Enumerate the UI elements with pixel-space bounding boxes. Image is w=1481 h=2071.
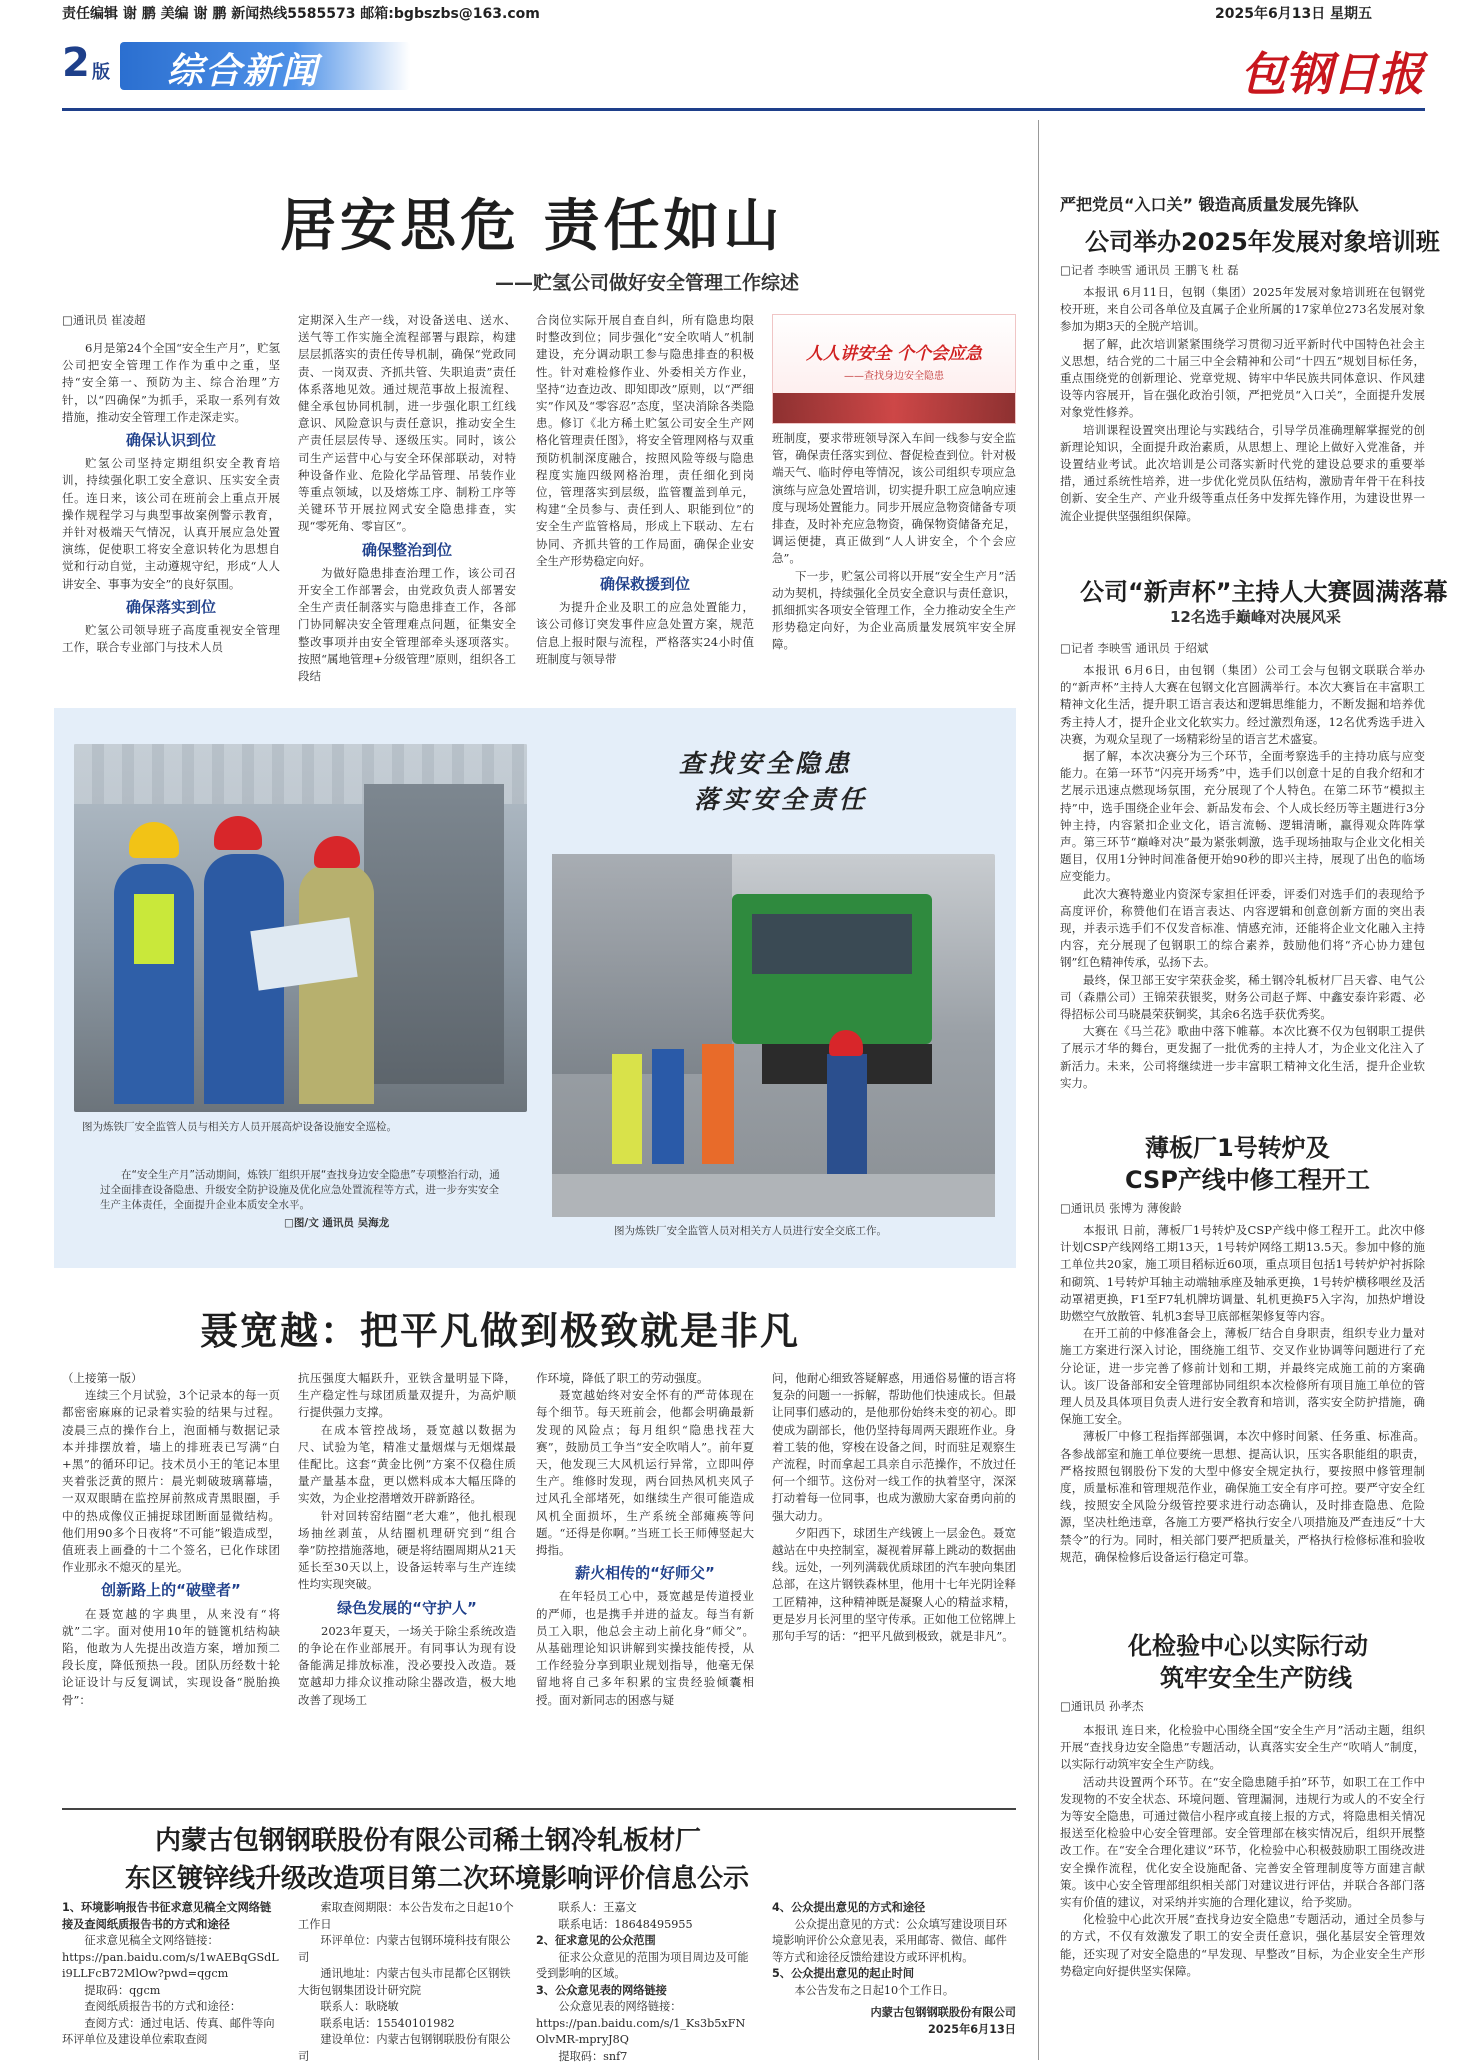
a4-title-1: 化检验中心以实际行动: [1128, 1632, 1368, 1660]
a2-subtitle: 12名选手巅峰对决展风采: [1170, 608, 1341, 626]
issue-date: 2025年6月13日 星期五: [1215, 6, 1373, 22]
photo-right: [552, 854, 995, 1217]
column-divider: [1038, 120, 1039, 2060]
photo-left: [74, 744, 527, 1112]
sub-heading: 确保落实到位: [125, 597, 216, 616]
a3-body: 本报讯 日前，薄板厂1号转炉及CSP产线中修工程开工。此次中修计划CSP产线网络工期13天，1号转炉网络工期13.5天。参加中修的施工单位共20家，施工项目稻标近60项，重点项目包括1号转炉炉衬拆除和砌筑、1号转炉耳轴主动端轴承座及轴承更换，1号转炉横移喂丝及活动罩裙更换，F1至F7轧机牌坊调量、轧机更换F5入字沟，加热炉增设助燃空气放散管、轧机3套导卫底部框架修复等内容。 在开工前的中修准备会上，薄板厂结合自身职责，组织专业力量对施工方案进行深入讨论，围绕施工组节、交叉作业协调等问题进行了充分论证，进一步完善了修前计划和工期，并最终完成施工前的方案确认。该厂设备部和安全管理部协同组织本次检修所有项目施工单位的管理人员及具体项目负责人进行安全教育和培训，落实安全防护措施，确保施工安全。 薄板厂中修工程指挥部强调，本次中修时间紧、任务重、标准高。各参战部室和施工单位要统一思想、提高认识，压实各职能组的职责，严格按照包钢股份下发的大型中修安全规定执行，要按照中修管理制度，质量标准和管理规范作业，确保施工安全有序可控。要严守安全红线，按照安全风险分级管控要求进行动态确认，及时排查隐患、危险源，坚决杜绝违章，各施工方要严格执行安全八项措施及严查违反“十大禁令”的行为。同时，相关部门要严把质量关，严格执行检修标准和验收规范，确保检修后设备运行稳定可靠。: [1060, 1223, 1425, 1564]
lead-byline: □通讯员 崔凌超: [62, 313, 146, 327]
sub-heading: 确保救援到位: [599, 575, 690, 594]
caption-right: 图为炼铁厂安全监管人员对相关方人员进行安全交底工作。: [614, 1225, 887, 1237]
nie-col-2: 抗压强度大幅跃升，亚铁含量明显下降，生产稳定性与球团质量双提升，为高炉顺行提供强力支撑。 在成本管控战场，聂宽越以数据为尺、试验为笔，精准丈量烟煤与无烟煤最佳配比。这套“黄金比例”方案不仅稳住质量产量基本盘，更以燃料成本大幅压降的实效，为企业挖潜增效开辟新路径。 针对回转窑结圈“老大难”，他扎根现场抽丝剥茧，从结圈机理研究到“组合拳”防控措施落地，硬是将结圈周期从21天延长至30天以上，设备运转率与生产连续性均实现突破。 绿色发展的“守护人” 2023年夏天，一场关于除尘系统改造的争论在作业部展开。有同事认为现有设备能满足排放标准，没必要投入改造。聂宽越却力排众议推动除尘器改造，极大地改善了现场工: [298, 1371, 516, 1707]
notice-col-4: 4、公众提出意见的方式和途径 公众提出意见的方式：公众填写建设项目环境影响评价公众意见表，采用邮寄、微信、邮件等方式和途径反馈给建设方或环评机构。 5、公众提出意见的起止时间 本公告发布之日起10个工作日。 内蒙古包钢钢联股份有限公司 2025年6月13日: [772, 1900, 1016, 2070]
a2-title: 公司“新声杯”主持人大赛圆满落幕: [1080, 578, 1448, 606]
a4-title-2: 筑牢安全生产防线: [1160, 1664, 1352, 1692]
banner-stripe: [773, 393, 1015, 423]
helmet-icon: [314, 836, 360, 868]
banner-slogan: 人人讲安全 个个会应急: [806, 344, 982, 364]
header-rule: [62, 108, 1425, 111]
notice-rule: [62, 1808, 1016, 1810]
notice-col-3: 联系人：王嘉文 联系电话：18648495955 2、征求意见的公众范围 征求公众意见的范围为项目周边及可能受到影响的区域。 3、公众意见表的网络链接 公众意见表的网络链接： https://pan.baidu.com/s/1_Ks3b5xFNOlvMR-mpryJ8Q 提取码：snf7: [536, 1900, 754, 2070]
notice-title-1: 内蒙古包钢钢联股份有限公司稀土钢冷轧板材厂: [155, 1826, 702, 1856]
a1-title: 公司举办2025年发展对象培训班: [1085, 228, 1440, 256]
a4-byline: □通讯员 孙孝杰: [1060, 1699, 1144, 1713]
notice-title-2: 东区镀锌线升级改造项目第二次环境影响评价信息公示: [125, 1864, 750, 1894]
nie-col-3: 作环境，降低了职工的劳动强度。 聂宽越始终对安全怀有的严苛体现在每个细节。每天班前会，他都会明确最新发现的风险点；每月组织“隐患找茬大赛”，鼓励员工争当“安全吹哨人”。前年夏天，他发现三大风机运行异常，立即叫停生产。维修时发现，两台回热风机夹风子过风孔全部堵死，如继续生产很可能造成风机全面损坏，生产系统全部瘫痪等问题。“还得是你啊。”当班工长王师傅竖起大拇指。 薪火相传的“好师父” 在年轻员工心中，聂宽越是传道授业的严师，也是携手并进的益友。每当有新员工入职，他总会主动上前化身“师父”。从基础理论知识讲解到实操技能传授，从工作经验分享到职业规划指导，他毫无保留地将自己多年积累的宝贵经验倾囊相授。面对新同志的困惑与疑: [536, 1371, 754, 1707]
a1-byline: □记者 李映雪 通讯员 王鹏飞 杜 磊: [1060, 263, 1239, 277]
masthead-logo: 包钢日报: [1240, 47, 1424, 101]
a4-body: 本报讯 连日来，化检验中心围绕全国“安全生产月”活动主题，组织开展“查找身边安全隐患”专题活动，认真落实安全生产“吹哨人”制度，以实际行动筑牢安全生产防线。 活动共设置两个环节。在“安全隐患随手拍”环节，如职工在工作中发现物的不安全状态、环境问题、管理漏洞，违规行为或人的不安全行为等安全隐患，可通过微信小程序或直接上报的方式，将隐患相关情况报送至化检验中心安全管理部。安全管理部在核实情况后，组织开展整改工作。在“安全合理化建议”环节，化检验中心积极鼓励职工围绕改进安全操作流程，优化安全设施配备、完善安全管理制度等方面建言献策。该中心安全管理部组织相关部门对建议进行评估，并联合各部门落实有价值的建议，对采纳并实施的合理化建议，给予奖励。 化检验中心此次开展“查找身边安全隐患”专题活动，通过全员参与的方式，不仅有效激发了职工的安全责任意识，强化基层安全管理效能，还实现了对安全隐患的“早发现、早整改”目标，为企业安全生产形势稳定向好提供坚实保障。: [1060, 1723, 1425, 1978]
page-number: 2: [62, 40, 90, 86]
nie-col-4: 问，他耐心细致答疑解惑，用通俗易懂的语言将复杂的问题一一拆解，帮助他们快速成长。但最让同事们感动的，是他那份始终未变的初心。即使成为副部长，他仍坚持每周两天跟班作业。身着工装的他，穿梭在设备之间，时而驻足观察生产流程，时而拿起工具亲自示范操作，不放过任何一个细节。这份对一线工作的执着坚守，深深打动着每一位同事，也成为激励大家奋勇向前的强大动力。 夕阳西下，球团生产线镀上一层金色。聂宽越站在中央控制室，凝视着屏幕上跳动的数据曲线。远处，一列列满载优质球团的汽车驶向集团总部，在这片钢铁森林里，他用十七年光阴诠释工匠精神，这种精神既是凝聚人心的精益求精，更是岁月长河里的坚守传承。正如他工位铭牌上那句手写的话：“把平凡做到极致，就是非凡”。: [772, 1371, 1016, 1644]
lead-col-3: 合岗位实际开展自查自纠，所有隐患均限时整改到位；同步强化“安全吹哨人”机制建设，充分调动职工参与隐患排查的积极性。针对难检修作业、外委相关方作业，坚持“边查边改、即知即改”原则，以“严细实”作风及“零容忍”态度，坚决消除各类隐患。修订《北方稀土贮氢公司安全生产网格化管理责任图》，将安全管理网格与双重预防机制深度融合，按照风险等级与隐患程度实施四级网格治理，责任细化到岗位，管理落实到层级，监管覆盖到单元，构建“全员参与、责任到人、职能到位”的安全生产监管格局，形成上下联动、左右协同、齐抓共管的工作局面，确保企业安全生产形势稳定向好。 确保救援到位 为提升企业及职工的应急处置能力，该公司修订突发事件应急处置方案，规范信息上报时限与流程，严格落实24小时值班制度与领导带: [536, 313, 754, 666]
lead-col-1: 6月是第24个全国“安全生产月”，贮氢公司把安全管理工作作为重中之重，坚持“安全第一、预防为主、综合治理”方针，以“四确保”为抓手，采取一系列有效措施，推动安全管理工作走深走实。 确保认识到位 贮氢公司坚持定期组织安全教育培训，持续强化职工安全意识、压实安全责任。连日来，该公司在班前会上重点开展操作规程学习与典型事故案例警示教育，并针对极端天气情况，认真开展应急处置演练，促使职工将安全意识转化为思想自觉和行动自觉，主动遵规守纪，形成“人人讲安全、事事为安全”的良好氛围。 确保落实到位 贮氢公司领导班子高度重视安全管理工作，联合专业部门与技术人员: [62, 341, 280, 655]
photo-section: [54, 708, 1016, 1268]
safety-banner: [772, 314, 1016, 424]
sub-heading: 绿色发展的“守护人”: [337, 1598, 477, 1617]
a1-body: 本报讯 6月11日，包钢（集团）2025年发展对象培训班在包钢党校开班，来自公司各单位及直属子企业所属的17家单位273名发展对象参加为期3天的全脱产培训。 据了解，此次培训紧紧围绕学习贯彻习近平新时代中国特色社会主义思想，结合党的二十届三中全会精神和公司“十四五”规划目标任务，重点围绕党的创新理论、党章党规、铸牢中华民族共同体意识、作风建设等内容展开，旨在强化政治引领，严把党员“入口关”，全面提升发展对象党性修养。 培训课程设置突出理论与实践结合，引导学员准确理解掌握党的创新理论知识，全面提升政治素质，从思想上、理论上做好入党准备，并设置结业考试。此次培训是公司落实新时代党的建设总要求的重要举措，通过系统性培养，进一步优化党员队伍结构，激励青年骨干在科技创新、安全生产、产业升级等重点任务中发挥先锋作用，为建设世界一流企业提供坚强组织保障。: [1060, 285, 1425, 523]
helmet-icon: [129, 822, 179, 858]
notice-link[interactable]: https://pan.baidu.com/s/1wAEBqGSdLi9LLFcB72MlOw?pwd=qgcm: [62, 1950, 279, 1980]
slogan-line-2: 落实安全责任: [694, 785, 869, 814]
photo-story: 在“安全生产月”活动期间，炼铁厂组织开展“查找身边安全隐患”专项整治行动，通过全面排查设备隐患、升级安全防护设施及优化应急处置流程等方式，进一步夯实安全生产主体责任，全面提升企业本质安全水平。: [100, 1169, 500, 1211]
a2-body: 本报讯 6月6日，由包钢（集团）公司工会与包钢文联联合举办的“新声杯”主持人大赛在包钢文化宫圆满举行。本次大赛旨在丰富职工精神文化生活，提升职工语言表达和逻辑思维能力，不断发掘和培养优秀主持人才，提升企业文化软实力。经过激烈角逐，12名优秀选手进入决赛，为观众呈现了一场精彩纷呈的语言艺术盛宴。 据了解，本次决赛分为三个环节，全面考察选手的主持功底与应变能力。在第一环节“闪亮开场秀”中，选手们以创意十足的自我介绍和才艺展示迅速点燃现场氛围，充分展现了个人特色。在第二环节“模拟主持”中，选手围绕企业年会、新品发布会、个人成长经历等主题进行3分钟主持，内容紧扣企业文化，语言流畅、逻辑清晰，赢得观众阵阵掌声。第三环节“巅峰对决”最为紧张刺激，选手现场抽取与企业文化相关题目，仅用1分钟时间准备便开始90秒的即兴主持，展现了出色的临场应变能力。 此次大赛特邀业内资深专家担任评委，评委们对选手们的表现给予高度评价，称赞他们在语言表达、内容逻辑和创意创新方面的突出表现，并表示选手们不仅发音标准、情感充沛，还能将企业文化融入主持内容，充分展现了包钢职工的综合素养，鼓励他们将“齐心协力建包钢”红色精神传承，弘扬下去。 最终，保卫部王安宇荣获金奖，稀土钢冷轧板材厂吕天睿、电气公司（森鼎公司）王锦荣获银奖，财务公司赵子辉、中鑫安泰许彩霞、必得招标公司马晓晨荣获铜奖，其余6名选手获优秀奖。 大赛在《马兰花》歌曲中落下帷幕。本次比赛不仅为包钢职工提供了展示才华的舞台，更发掘了一批优秀的主持人才，为企业文化注入了新活力。未来，公司将继续进一步丰富职工精神文化生活，提升企业软实力。: [1060, 663, 1425, 1090]
sub-heading: 薪火相传的“好师父”: [575, 1564, 715, 1583]
nie-col-1: （上接第一版） 连续三个月试验，3个记录本的每一页都密密麻麻的记录着实验的结果与过程。凌晨三点的操作台上，泡面桶与数据记录本并排摆放着，墙上的排班表已写满“白+黑”的循环印记。技术员小王的笔记本里夹着张泛黄的照片：晨光刺破玻璃幕墙，一双双眼睛在监控屏前熬成青黑眼圈，手中的热成像仪正捕捉球团断面显微结构。他们用90多个日夜将“不可能”锻造成型，值班表上画叠的十二个签名，已化作球团作业那永不熄灭的星光。 创新路上的“破壁者” 在聂宽越的字典里，从来没有“将就”二字。面对使用10年的链篦机结构缺陷，他敢为人先提出改造方案，增加预二段长度，降低预热一段。团队历经数十轮论证设计与反复调试，实现设备“脱胎换骨”：: [62, 1371, 280, 1707]
nie-title: 聂宽越：把平凡做到极致就是非凡: [200, 1309, 801, 1353]
notice-col-2: 索取查阅期限：本公告发布之日起10个工作日 环评单位：内蒙古包钢环境科技有限公司 通讯地址：内蒙古包头市昆都仑区钢铁大街包钢集团设计研究院 联系人：耿晓敏 联系电话：15540101982 建设单位：内蒙古包钢钢联股份有限公司: [298, 1901, 514, 2063]
editor-info: 责任编辑 谢 鹏 美编 谢 鹏 新闻热线5585573 邮箱:bgbszbs@163.com: [62, 6, 540, 22]
notice-signer: 内蒙古包钢钢联股份有限公司: [870, 2006, 1016, 2019]
sub-heading: 确保整治到位: [361, 540, 452, 559]
section-title: 综合新闻: [167, 51, 320, 92]
a3-title-1: 薄板厂1号转炉及: [1145, 1134, 1330, 1162]
helmet-icon: [829, 1030, 863, 1056]
caption-left: 图为炼铁厂安全监管人员与相关方人员开展高炉设备设施安全巡检。: [82, 1121, 397, 1133]
notice-col-1: 1、环境影响报告书征求意见稿全文网络链接及查阅纸质报告书的方式和途径 征求意见稿全文网络链接： https://pan.baidu.com/s/1wAEBqGSdLi9LLFcB72MlOw?pwd=qgcm 提取码：qgcm 查阅纸质报告书的方式和途径： 查阅方式：通过电话、传真、邮件等向环评单位及建设单位索取查阅: [62, 1901, 279, 2046]
page-unit: 版: [92, 62, 110, 83]
a1-kicker: 严把党员“入口关” 锻造高质量发展先锋队: [1060, 195, 1359, 214]
lead-col-4: 班制度，要求带班领导深入车间一线参与安全监管，确保责任落实到位、督促检查到位。针对极端天气、临时停电等情况，该公司组织专项应急演练与应急处置培训，切实提升职工应急响应速度与现场处置能力。同步开展应急物资储备专项排查，及时补充应急物资，确保物资储备充足，调运便捷，真正做到“人人讲安全，个个会应急”。 下一步，贮氢公司将以开展“安全生产月”活动为契机，持续强化全员安全意识与责任意识，抓细抓实各项安全管理工作，全力推动安全生产形势稳定向好，为企业高质量发展筑牢安全屏障。: [772, 431, 1016, 652]
notice-link[interactable]: https://pan.baidu.com/s/1_Ks3b5xFNOlvMR-mpryJ8Q: [536, 2016, 746, 2046]
a2-byline: □记者 李映雪 通讯员 于绍斌: [1060, 641, 1209, 655]
photo-credit: □图/文 通讯员 吴海龙: [284, 1217, 390, 1229]
notice-date: 2025年6月13日: [927, 2022, 1016, 2036]
lead-title: 居安思危 责任如山: [280, 194, 784, 259]
sub-heading: 创新路上的“破壁者”: [101, 1581, 241, 1600]
banner-tagline: ——查找身边安全隐患: [844, 371, 944, 382]
lead-subtitle: ——贮氢公司做好安全管理工作综述: [495, 272, 800, 294]
sub-heading: 确保认识到位: [125, 431, 216, 450]
a3-title-2: CSP产线中修工程开工: [1125, 1166, 1370, 1194]
slogan-line-1: 查找安全隐患: [679, 749, 854, 778]
a3-byline: □通讯员 张博为 薄俊龄: [1060, 1201, 1182, 1215]
lead-col-2: 定期深入生产一线，对设备送电、送水、送气等工作实施全流程部署与跟踪，构建层层抓落实的责任传导机制，确保“党政同责、一岗双责、齐抓共管、失职追责”责任体系落地见效。通过规范事故上报流程、健全承包协同机制，进一步强化职工红线意识、风险意识与责任意识，推动安全生产责任层层传导、逐级压实。同时，该公司生产运营中心与安全环保部联动，对特种设备作业、危险化学品管理、吊装作业等重点领域，以及熔炼工序、制粉工序等关键环节开展拉网式安全隐患排查，实现“零死角、零盲区”。 确保整治到位 为做好隐患排查治理工作，该公司召开安全工作部署会，由党政负责人部署安全生产责任制落实与隐患排查工作，各部门协同解决安全管理难点问题，征集安全整改事项并由安全管理部牵头逐项落实。按照“属地管理+分级管理”原则，组织各工段结: [298, 313, 516, 684]
helmet-icon: [214, 816, 262, 850]
top-bar: [0, 0, 1481, 22]
page-header: [62, 36, 1425, 108]
